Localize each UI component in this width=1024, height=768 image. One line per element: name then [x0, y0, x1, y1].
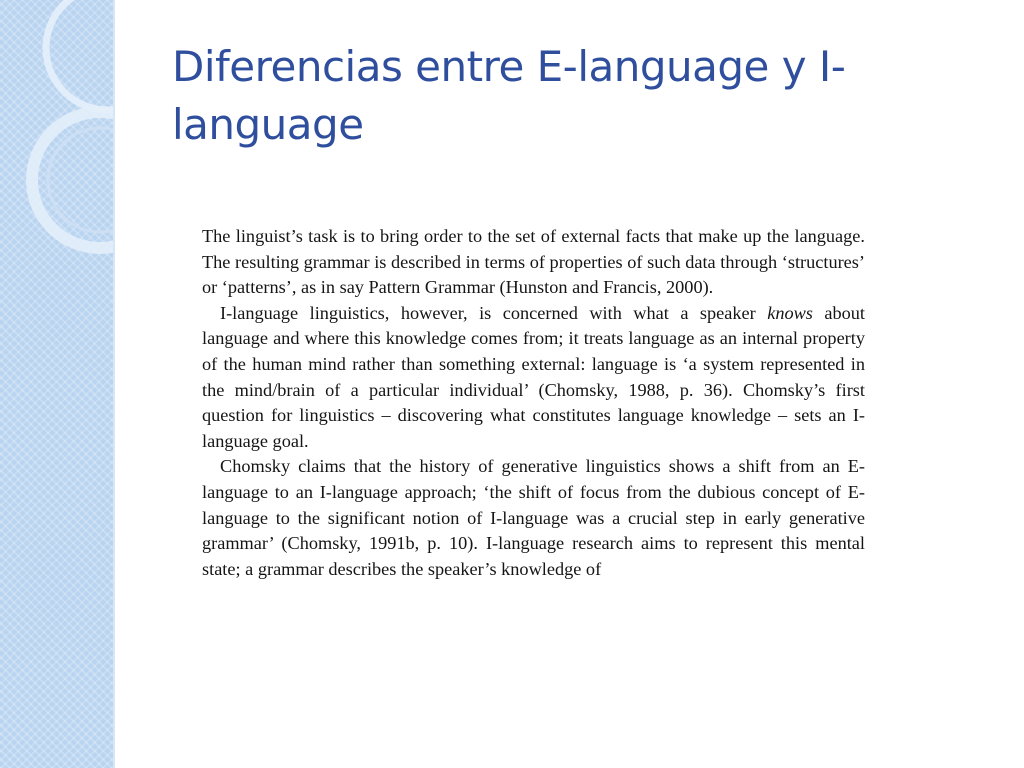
paragraph-2-emphasis: knows — [767, 302, 813, 323]
decorative-side-panel — [0, 0, 115, 768]
decorative-circle-middle — [32, 112, 113, 248]
decorative-circle-inner — [48, 128, 113, 232]
paragraph-2-text-end: about language and where this knowledge comes from; it treats language as an internal property of the human mind rather than something external: language is ‘a system represented in the mind/brain of a particular individual’ (Chomsky, 1988, p. 36). Chomsky’s first question for linguistics – discovering what constitutes language knowledge – sets an I-language goal. — [202, 302, 866, 451]
excerpt-paragraph-1: The linguist’s task is to bring order to the set of external facts that make up the language. The resulting grammar is described in terms of properties of such data through ‘structures’ or ‘patterns’, as in say Pattern Grammar (Hunston and Francis, 2000). — [202, 226, 865, 298]
book-excerpt — [202, 224, 865, 582]
slide-title: Diferencias entre E-language y I-language — [172, 42, 846, 149]
decorative-circle-top — [46, 0, 113, 110]
excerpt-paragraph-3: Chomsky claims that the history of generative linguistics shows a shift from an E-language to an I-language approach; ‘the shift of focus from the dubious concept of E-language to the significant notion of I-language was a crucial step in early generative grammar’ (Chomsky, 1991b, p. 10). I-language research aims to represent this mental state; a grammar describes the speaker’s knowledge of — [202, 456, 865, 579]
excerpt-paragraph-2 — [202, 301, 865, 455]
decorative-circles — [0, 0, 113, 768]
paragraph-2-text-start: I-language linguistics, however, is concerned with what a speaker — [220, 302, 768, 323]
